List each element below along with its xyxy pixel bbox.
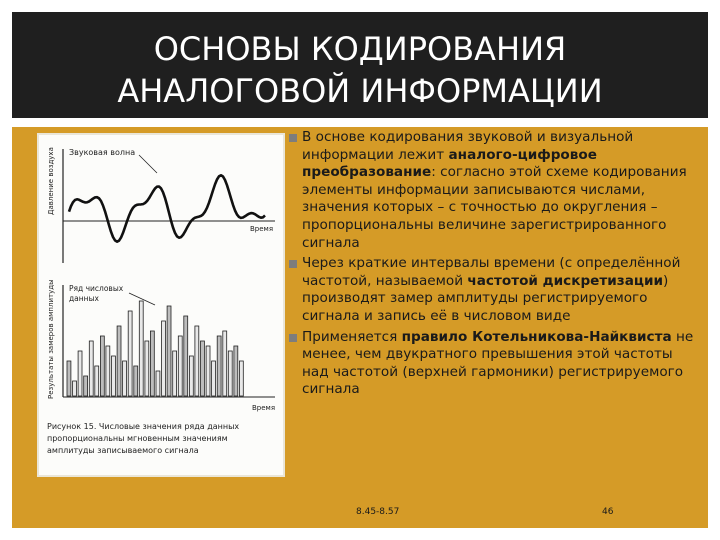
amplitude-bar: [78, 351, 82, 396]
series-label-line-2: данных: [69, 294, 99, 303]
page-number: 46: [602, 507, 614, 517]
sound-wave: [69, 175, 265, 241]
amplitude-bar: [89, 341, 93, 396]
content-area: [12, 127, 708, 528]
amplitude-bar: [167, 306, 171, 396]
bullet-item: [288, 329, 698, 399]
amplitude-bar: [162, 321, 166, 396]
time-label-top: Время: [250, 225, 274, 233]
slide-title-line-1: ОСНОВЫ КОДИРОВАНИЯ: [153, 30, 567, 68]
amplitude-bar: [150, 331, 154, 396]
bullet-text: : согласно этой схеме кодирования элементы информации записываются числами, значения которых – с точностью до округления – пропорциональны величине зарегистрированного сигнала: [302, 164, 687, 251]
amplitude-bar: [156, 371, 160, 396]
amplitude-bar: [239, 361, 243, 396]
wave-label-pointer: [139, 155, 157, 173]
wave-axis-label: Давление воздуха: [47, 147, 55, 215]
amplitude-bar: [234, 346, 238, 396]
amplitude-bar: [184, 316, 188, 396]
amplitude-bar: [73, 381, 77, 396]
bullet-list: [288, 129, 698, 402]
bullet-text: Через краткие интервалы времени (с определённой частотой, называемой: [302, 255, 681, 289]
amplitude-bar: [223, 331, 227, 396]
bullet-text: ) производят замер амплитуды регистрируемого сигнала и запись её в числовом виде: [302, 272, 669, 324]
amplitude-bar: [117, 326, 121, 396]
bullet-bold-term: правило Котельникова-Найквиста: [401, 328, 672, 345]
amplitude-bar: [173, 351, 177, 396]
amplitude-bar: [112, 356, 116, 396]
bullet-marker: [289, 260, 297, 268]
amplitude-bar: [84, 376, 88, 396]
bullet-bold-term: аналого-цифровое преобразование: [302, 146, 597, 181]
slide-title: [12, 28, 708, 112]
amplitude-bar: [100, 336, 104, 396]
amplitude-bar: [139, 301, 143, 396]
bars-group: [67, 301, 243, 396]
slide-title-line-2: АНАЛОГОВОЙ ИНФОРМАЦИИ: [117, 72, 603, 110]
bullet-item: [288, 255, 698, 325]
bullet-text: не менее, чем двукратного превышения этой частоты над частотой (верхней гармоники) регистрируемого сигнала: [302, 328, 694, 398]
bullet-text: Применяется: [302, 328, 402, 345]
amplitude-bar: [212, 361, 216, 396]
caption-line-2: пропорциональны мгновенным значениям: [47, 434, 228, 443]
caption-line-1: Рисунок 15. Числовые значения ряда данных: [47, 422, 240, 431]
amplitude-bar: [217, 336, 221, 396]
amplitude-bar: [145, 341, 149, 396]
amplitude-bar: [178, 336, 182, 396]
bullet-marker: [289, 334, 297, 342]
amplitude-bar: [67, 361, 71, 396]
amplitude-bar: [228, 351, 232, 396]
bars-axis-label: Результаты замеров амплитуды: [47, 279, 55, 399]
amplitude-bar: [189, 356, 193, 396]
amplitude-bar: [134, 366, 138, 396]
bullet-item: [288, 129, 698, 252]
time-label-bottom: Время: [252, 404, 276, 412]
amplitude-bar: [201, 341, 205, 396]
amplitude-bar: [123, 361, 127, 396]
amplitude-bar: [195, 326, 199, 396]
figure-image: [37, 133, 285, 477]
figure-svg: [39, 135, 283, 475]
amplitude-bar: [206, 346, 210, 396]
wave-label: Звуковая волна: [69, 148, 136, 157]
footer-date: 8.45-8.57: [356, 507, 400, 517]
bullet-bold-term: частотой дискретизации: [467, 272, 664, 289]
caption-line-3: амплитуды записываемого сигнала: [47, 446, 199, 455]
bullet-marker: [289, 134, 297, 142]
amplitude-bar: [106, 346, 110, 396]
series-label-line-1: Ряд числовых: [69, 284, 124, 293]
bullet-text: В основе кодирования звуковой и визуальной информации лежит: [302, 129, 634, 163]
amplitude-bar: [128, 311, 132, 396]
amplitude-bar: [95, 366, 99, 396]
title-bar: [12, 12, 708, 118]
